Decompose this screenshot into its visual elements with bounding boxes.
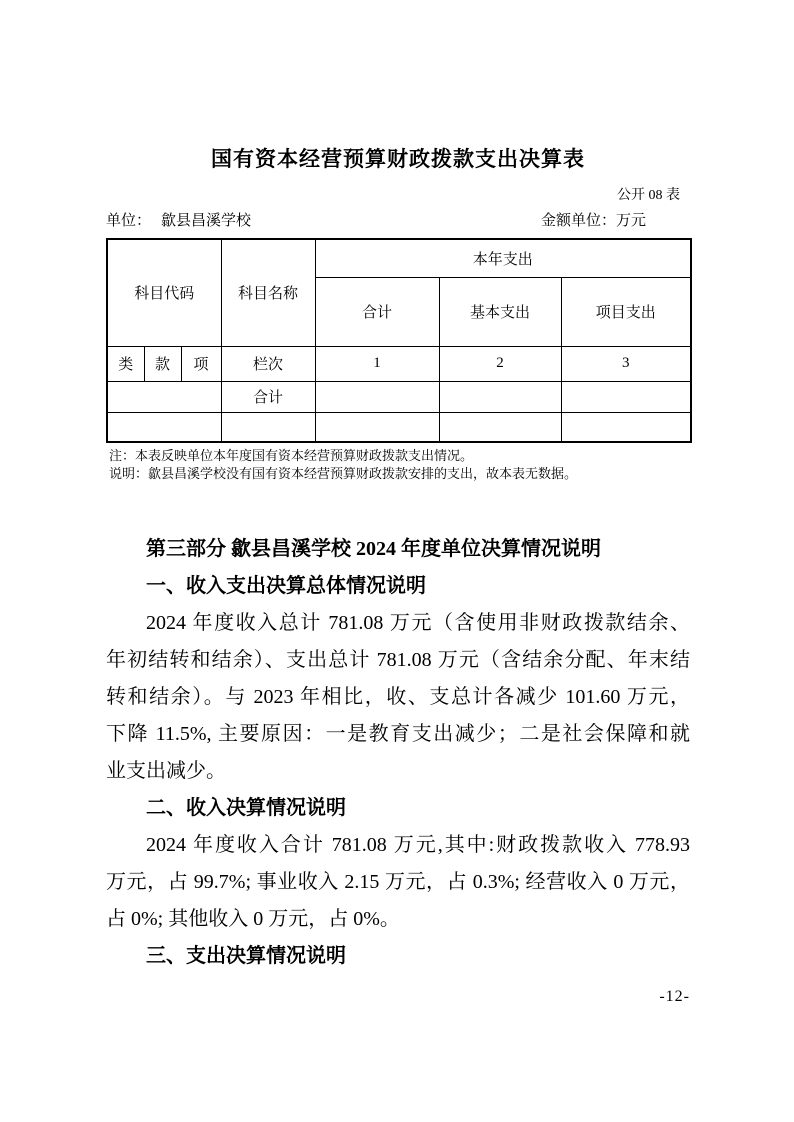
th-subject-name: 科目名称 xyxy=(221,239,315,346)
table-notes xyxy=(106,447,690,483)
section2-paragraph xyxy=(106,827,690,938)
narrative-section xyxy=(106,531,690,975)
section1-heading: 一、收入支出决算总体情况说明 xyxy=(146,575,426,597)
th-project-expenditure: 项目支出 xyxy=(561,277,691,346)
table-header-row-1 xyxy=(107,239,691,277)
text-line: 年初结转和结余）、支出总计 781.08 万元（含结余分配、年末结 xyxy=(106,649,690,671)
text-line: 2024 年度收入总计 781.08 万元（含使用非财政拨款结余、 xyxy=(146,612,690,634)
cell-project xyxy=(561,381,691,412)
cell-name xyxy=(221,412,315,442)
th-basic-expenditure: 基本支出 xyxy=(439,277,561,346)
table-note: 注：本表反映单位本年度国有资本经营预算财政拨款支出情况。 xyxy=(109,448,474,463)
table-header-row-3 xyxy=(107,346,691,381)
table-row xyxy=(107,412,691,442)
text-line: 万元，占 99.7%; 事业收入 2.15 万元，占 0.3%; 经营收入 0 万元， xyxy=(106,871,690,893)
text-line: 占 0%; 其他收入 0 万元，占 0%。 xyxy=(106,908,400,930)
th-subject-code: 科目代码 xyxy=(107,239,221,346)
amount-unit-label: 金额单位： xyxy=(540,213,616,229)
cell-total xyxy=(315,412,439,442)
unit-name: 歙县昌溪学校 xyxy=(161,213,252,229)
amount-unit-field xyxy=(541,212,690,231)
table-row xyxy=(107,381,691,412)
page-title: 国有资本经营预算财政拨款支出决算表 xyxy=(211,148,585,171)
unit-row xyxy=(106,212,690,231)
th-col-2: 2 xyxy=(439,346,561,381)
cell-total xyxy=(315,381,439,412)
cell-name: 合计 xyxy=(221,381,315,412)
table-explanation: 说明：歙县昌溪学校没有国有资本经营预算财政拨款安排的支出，故本表无数据。 xyxy=(109,466,578,481)
table-code: 公开 08 表 xyxy=(617,188,680,203)
cell-code xyxy=(107,412,221,442)
text-line: 业支出减少。 xyxy=(106,760,226,782)
section1-paragraph xyxy=(106,605,690,790)
section3-heading: 三、支出决算情况说明 xyxy=(146,945,346,967)
th-total: 合计 xyxy=(315,277,439,346)
page-content xyxy=(106,0,690,1007)
text-line: 下降 11.5%, 主要原因：一是教育支出减少；二是社会保障和就 xyxy=(106,723,690,745)
th-current-year-expenditure: 本年支出 xyxy=(315,239,691,277)
expenditure-table xyxy=(106,238,692,443)
th-col-3: 3 xyxy=(561,346,691,381)
part3-title: 第三部分 歙县昌溪学校 2024 年度单位决算情况说明 xyxy=(146,538,601,560)
text-line: 2024 年度收入合计 781.08 万元,其中:财政拨款收入 778.93 xyxy=(146,834,690,856)
unit-label: 单位： xyxy=(106,213,152,229)
th-class: 类 xyxy=(107,346,144,381)
th-clause: 款 xyxy=(144,346,181,381)
th-item: 项 xyxy=(181,346,221,381)
text-line: 转和结余）。与 2023 年相比，收、支总计各减少 101.60 万元， xyxy=(106,686,690,708)
th-column-index: 栏次 xyxy=(221,346,315,381)
amount-unit-value: 万元 xyxy=(615,213,646,229)
unit-field xyxy=(106,212,251,231)
cell-basic xyxy=(439,412,561,442)
cell-project xyxy=(561,412,691,442)
page-number: -12- xyxy=(659,988,690,1005)
cell-code xyxy=(107,381,221,412)
th-col-1: 1 xyxy=(315,346,439,381)
section2-heading: 二、收入决算情况说明 xyxy=(146,797,346,819)
cell-basic xyxy=(439,381,561,412)
